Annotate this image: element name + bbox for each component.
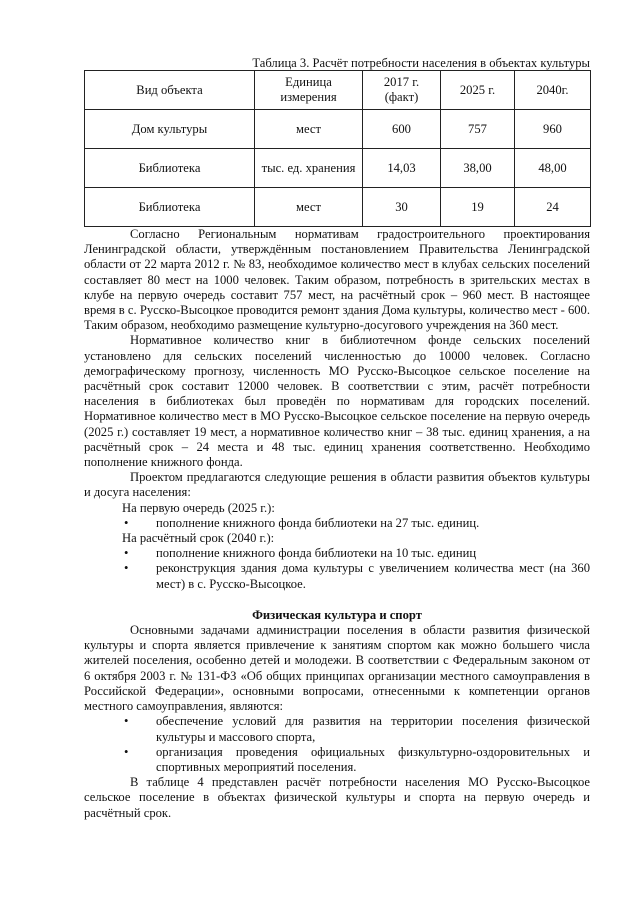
table-cell: 24: [515, 188, 591, 227]
list-item: • пополнение книжного фонда библиотеки на 10 тыс. единиц: [124, 546, 477, 561]
table-cell: 19: [441, 188, 515, 227]
document-page: [84, 56, 590, 821]
table-cell: 757: [441, 110, 515, 149]
table-cell: 48,00: [515, 149, 591, 188]
paragraph-table4-intro: В таблице 4 представлен расчёт потребности населения МО Русско-Высоцкое сельское поселение в объектах физической культуры и спорта на первую очередь и расчётный срок.: [84, 775, 590, 820]
bullet-icon: •: [124, 744, 129, 759]
table-caption: Таблица 3. Расчёт потребности населения в объектах культуры: [252, 56, 590, 70]
bullet-icon: •: [124, 515, 129, 530]
sport-list: [84, 714, 590, 775]
table-header-cell: 2025 г.: [441, 71, 515, 110]
list-item: • обеспечение условий для развития на территории поселения физической культуры и массового спорта,: [124, 714, 590, 744]
table-cell: мест: [255, 188, 363, 227]
table-cell: Дом культуры: [85, 110, 255, 149]
table-header-cell: 2040г.: [515, 71, 591, 110]
table-cell: мест: [255, 110, 363, 149]
bullet-icon: •: [124, 714, 129, 729]
section-title: Физическая культура и спорт: [252, 607, 422, 622]
bullet-icon: •: [124, 561, 129, 576]
paragraph-libraries: Нормативное количество книг в библиотечном фонде сельских поселений установлено для сельских поселений численностью до 10000 человек. Согласно демографическому прогнозу, численность МО Русско-Высоцкое сельское поселение на расчётный срок составит 12000 человек. В соответствии с этим, расчёт потребности населения в библиотеках был проведён по нормативам для городских поселений. Нормативное количество мест в МО Русско-Высоцкое сельское поселение на первую очередь (2025 г.) составляет 19 мест, а нормативное количество книг – 38 тыс. единиц хранения, а на расчётный срок – 24 места и 48 тыс. единиц хранения соответственно. Необходимо пополнение книжного фонда.: [84, 333, 590, 470]
calc-stage-label: На расчётный срок (2040 г.):: [122, 531, 275, 546]
table-header-cell: Единица измерения: [255, 71, 363, 110]
paragraph-clubs: Согласно Региональным нормативам градостроительного проектирования Ленинградской области, утверждённым постановлением Правительства Ленинградской области от 22 марта 2012 г. № 83, необходимое количество мест в клубах сельских поселений составляет 80 мест на 1000 человек. Таким образом, потребность в зрительских местах в клубе на первую очередь составит 757 мест, на расчётный срок – 960 мест. В настоящее время в с. Русско-Высоцкое проводится ремонт здания Дома культуры, количество мест - 600. Таким образом, необходимо размещение культурно-досугового учреждения на 360 мест.: [84, 227, 590, 333]
table-cell: 38,00: [441, 149, 515, 188]
paragraph-proposals: Проектом предлагаются следующие решения в области развития объектов культуры и досуга населения:: [84, 470, 590, 500]
culture-needs-table: [84, 70, 591, 227]
paragraph-sport-tasks: Основными задачами администрации поселения в области развития физической культуры и спорта является привлечение к занятиям спортом как можно большего числа жителей поселения, особенно детей и молодежи. В соответствии с Федеральным законом от 6 октября 2003 г. № 131-ФЗ «Об общих принципах организации местного самоуправления в Российской Федерации», основными вопросами, отнесенными к компетенции органов местного самоуправления, являются:: [84, 623, 590, 714]
table-cell: Библиотека: [85, 149, 255, 188]
first-stage-list: [84, 516, 590, 531]
table-cell: 960: [515, 110, 591, 149]
list-item: • организация проведения официальных физкультурно-оздоровительных и спортивных мероприятий поселения.: [124, 744, 590, 774]
table-cell: 14,03: [363, 149, 441, 188]
bullet-icon: •: [124, 546, 129, 561]
table-row: [85, 188, 591, 227]
table-header-cell: 2017 г. (факт): [363, 71, 441, 110]
table-row: [85, 110, 591, 149]
table-cell: Библиотека: [85, 188, 255, 227]
table-cell: 30: [363, 188, 441, 227]
table-row: [85, 149, 591, 188]
first-stage-label: На первую очередь (2025 г.):: [122, 500, 275, 515]
table-cell: 600: [363, 110, 441, 149]
calc-stage-list: [84, 546, 590, 592]
table-cell: тыс. ед. хранения: [255, 149, 363, 188]
list-item: • реконструкция здания дома культуры с увеличением количества мест (на 360 мест) в с. Русско-Высоцкое.: [124, 561, 590, 591]
table-header-cell: Вид объекта: [85, 71, 255, 110]
table-header-row: [85, 71, 591, 110]
list-item: • пополнение книжного фонда библиотеки на 27 тыс. единиц.: [124, 515, 480, 530]
